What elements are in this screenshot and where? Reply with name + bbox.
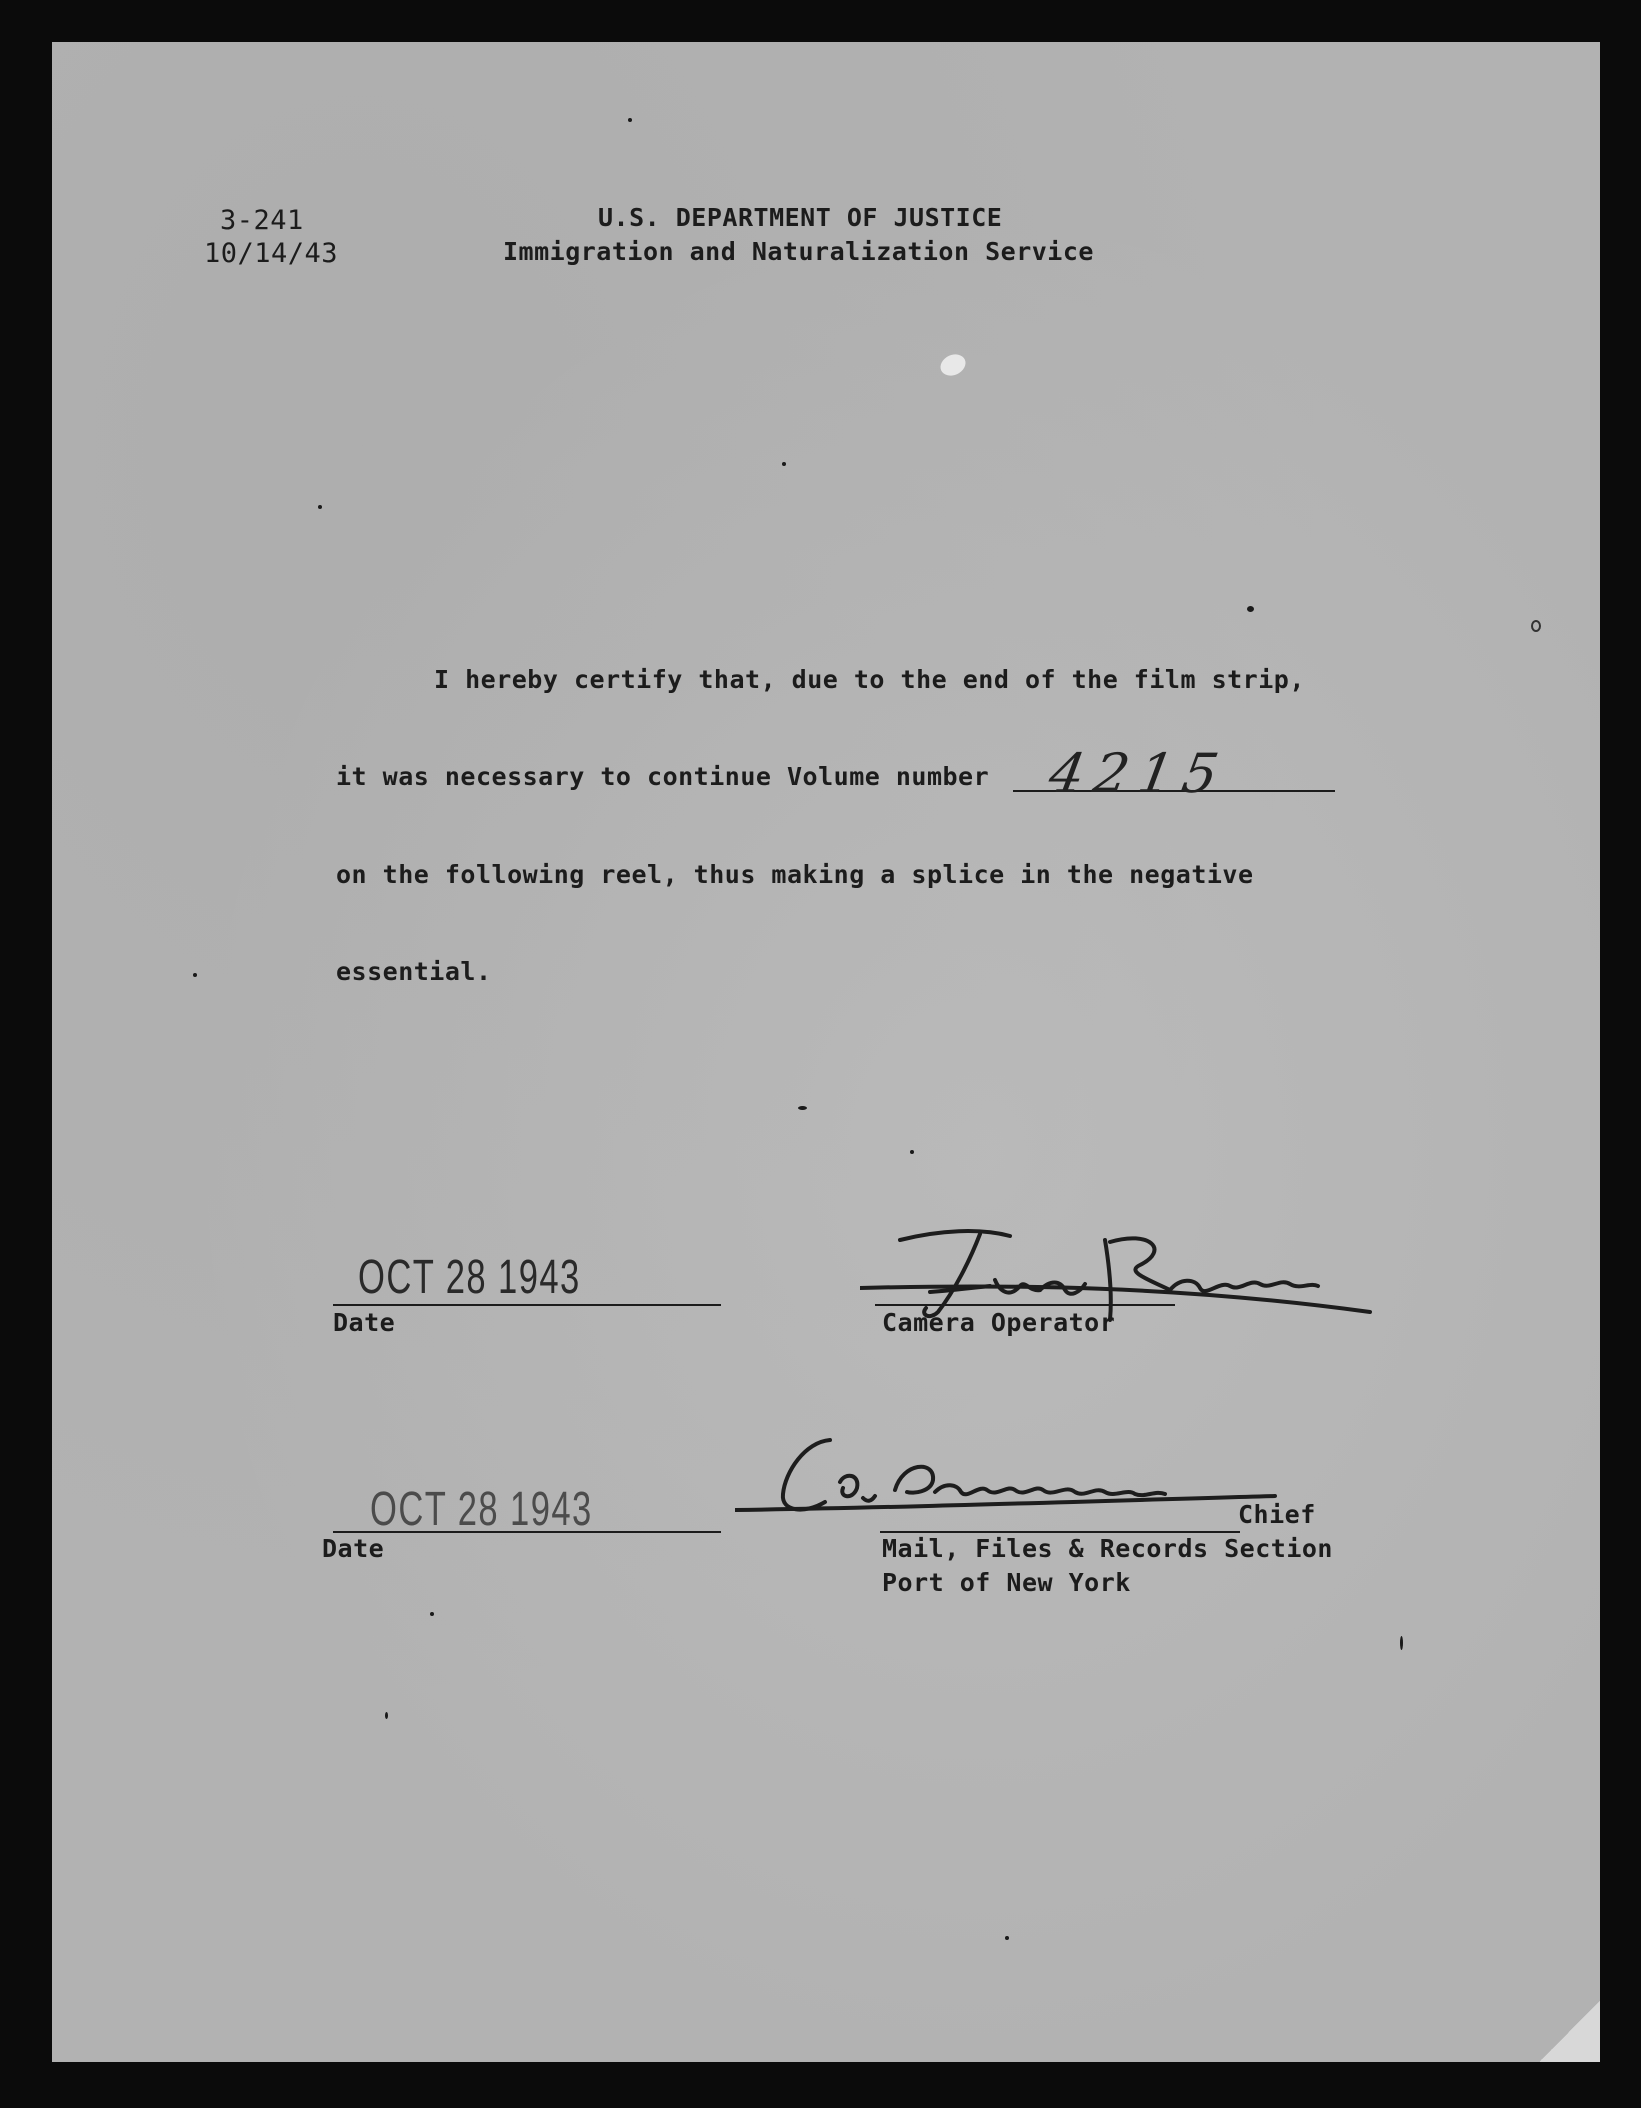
date-2-label: Date	[322, 1534, 385, 1563]
form-number: 3-241	[220, 205, 304, 236]
dust-speck	[430, 1612, 434, 1616]
form-revision-date: 10/14/43	[204, 238, 339, 269]
chief-port-label: Port of New York	[882, 1568, 1131, 1597]
certification-line-2: it was necessary to continue Volume number	[336, 762, 990, 791]
dust-speck	[1400, 1636, 1403, 1650]
dust-speck	[385, 1712, 388, 1719]
certification-line-3: on the following reel, thus making a splice in the negative	[336, 860, 1254, 889]
chief-signature	[735, 1432, 1295, 1542]
dust-speck	[1531, 620, 1541, 632]
dust-speck	[1247, 606, 1254, 612]
dust-speck	[193, 973, 197, 977]
date-2-line	[333, 1531, 721, 1533]
date-stamp-2: OCT 28 1943	[370, 1483, 593, 1536]
volume-number-handwritten: 4215	[1044, 742, 1233, 805]
date-stamp-1: OCT 28 1943	[358, 1251, 581, 1304]
agency-heading: U.S. DEPARTMENT OF JUSTICE	[598, 203, 1003, 232]
dust-speck	[782, 462, 786, 466]
page-corner-fold	[1540, 2000, 1600, 2062]
dust-speck	[318, 505, 322, 509]
dust-speck	[1005, 1936, 1009, 1940]
service-heading: Immigration and Naturalization Service	[503, 237, 1094, 266]
date-1-label: Date	[333, 1308, 396, 1337]
camera-operator-label: Camera Operator	[882, 1308, 1116, 1337]
chief-title-label: Chief	[1238, 1500, 1316, 1529]
dust-speck	[628, 118, 632, 122]
certification-line-1: I hereby certify that, due to the end of the film strip,	[434, 665, 1305, 694]
document-page	[52, 42, 1600, 2062]
dust-speck	[910, 1150, 914, 1154]
certification-line-4: essential.	[336, 957, 492, 986]
dust-speck	[798, 1106, 807, 1110]
chief-section-label: Mail, Files & Records Section	[882, 1534, 1333, 1563]
date-1-line	[333, 1304, 721, 1306]
